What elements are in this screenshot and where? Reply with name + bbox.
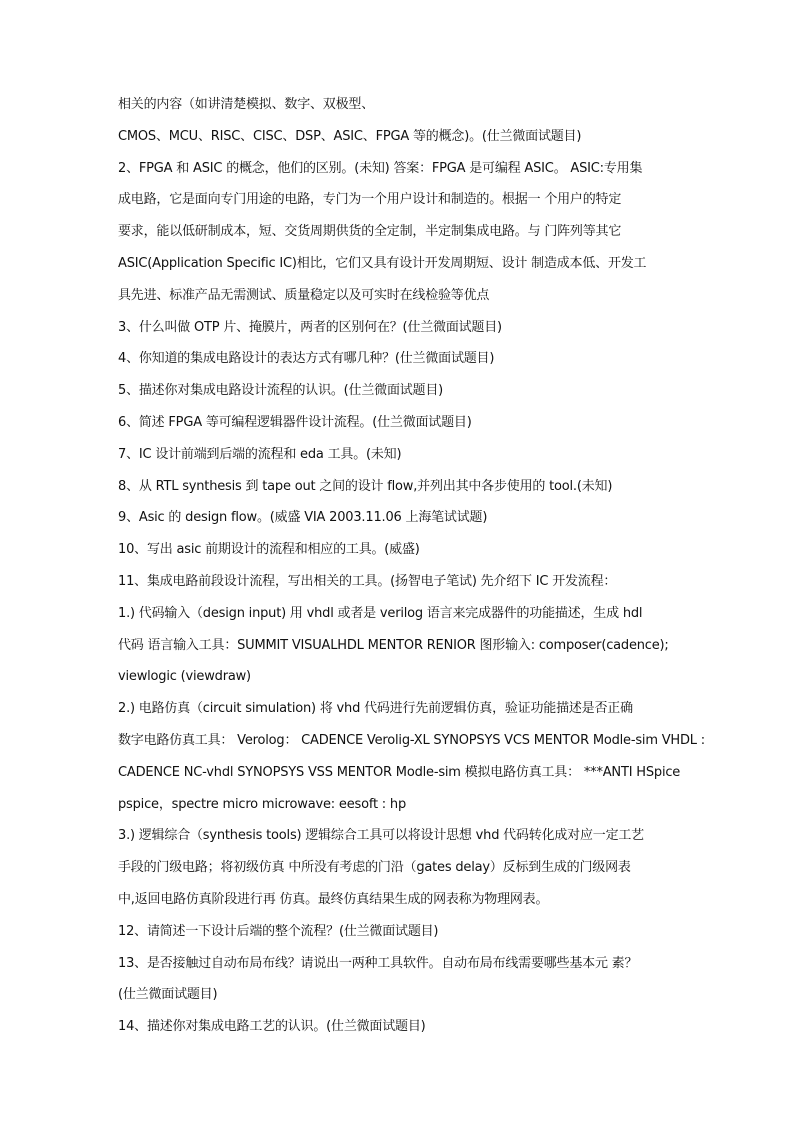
question-13: 13、是否接触过自动布局布线？请说出一两种工具软件。自动布局布线需要哪些基本元 素？ [118,955,638,971]
question-4: 4、你知道的集成电路设计的表达方式有哪几种？(仕兰微面试题目) [118,351,495,367]
question-10: 10、写出 asic 前期设计的流程和相应的工具。(威盛) [118,542,420,558]
text-line: 中,返回电路仿真阶段进行再 仿真。最终仿真结果生成的网表称为物理网表。 [118,891,549,907]
text-line: 要求，能以低研制成本，短、交货周期供货的全定制，半定制集成电路。与 门阵列等其它 [118,224,622,240]
text-line: 手段的门级电路；将初级仿真 中所没有考虑的门沿（gates delay）反标到生成的门级网表 [118,860,631,876]
question-5: 5、描述你对集成电路设计流程的认识。(仕兰微面试题目) [118,383,444,399]
text-line: CMOS、MCU、RISC、CISC、DSP、ASIC、FPGA 等的概念)。(仕兰微面试题目) [118,128,582,144]
question-7: 7、IC 设计前端到后端的流程和 eda 工具。(未知) [118,446,402,462]
text-line: 3.) 逻辑综合（synthesis tools) 逻辑综合工具可以将设计思想 vhd 代码转化成对应一定工艺 [118,828,644,844]
question-11: 11、集成电路前段设计流程，写出相关的工具。(扬智电子笔试) 先介绍下 IC 开发流程： [118,573,617,589]
question-2: 2、FPGA 和 ASIC 的概念，他们的区别。(未知) 答案：FPGA 是可编程 ASIC。 ASIC:专用集 [118,160,643,176]
document-body [118,89,705,1043]
text-line: 1.) 代码输入（design input) 用 vhdl 或者是 verilog 语言来完成器件的功能描述，生成 hdl [118,605,643,621]
text-line: pspice，spectre micro microwave: eesoft : hp [118,796,407,812]
text-line: 数字电路仿真工具： Verolog： CADENCE Verolig-XL SYNOPSYS VCS MENTOR Modle-sim VHDL : [118,732,705,748]
question-14: 14、描述你对集成电路工艺的认识。(仕兰微面试题目) [118,1019,426,1035]
text-line: CADENCE NC-vhdl SYNOPSYS VSS MENTOR Modle-sim 模拟电路仿真工具： ***ANTI HSpice [118,764,681,780]
text-line: viewlogic (viewdraw) [118,669,251,685]
text-line: 具先进、标准产品无需测试、质量稳定以及可实时在线检验等优点 [118,287,490,303]
text-line: 2.) 电路仿真（circuit simulation) 将 vhd 代码进行先前逻辑仿真，验证功能描述是否正确 [118,701,633,717]
text-line: 代码 语言输入工具：SUMMIT VISUALHDL MENTOR RENIOR 图形输入: composer(cadence); [118,637,669,653]
text-line: 成电路，它是面向专门用途的电路，专门为一个用户设计和制造的。根据一 个用户的特定 [118,192,622,208]
question-8: 8、从 RTL synthesis 到 tape out 之间的设计 flow,并列出其中各步使用的 tool.(未知) [118,478,613,494]
text-line: (仕兰微面试题目) [118,987,218,1003]
question-6: 6、简述 FPGA 等可编程逻辑器件设计流程。(仕兰微面试题目) [118,414,472,430]
question-9: 9、Asic 的 design flow。(威盛 VIA 2003.11.06 上海笔试试题) [118,510,488,526]
text-line: ASIC(Application Specific IC)相比，它们又具有设计开发周期短、设计 制造成本低、开发工 [118,255,647,271]
question-3: 3、什么叫做 OTP 片、掩膜片，两者的区别何在？(仕兰微面试题目) [118,319,502,335]
text-line: 相关的内容（如讲清楚模拟、数字、双极型、 [118,97,375,112]
question-12: 12、请简述一下设计后端的整个流程？(仕兰微面试题目) [118,923,439,939]
